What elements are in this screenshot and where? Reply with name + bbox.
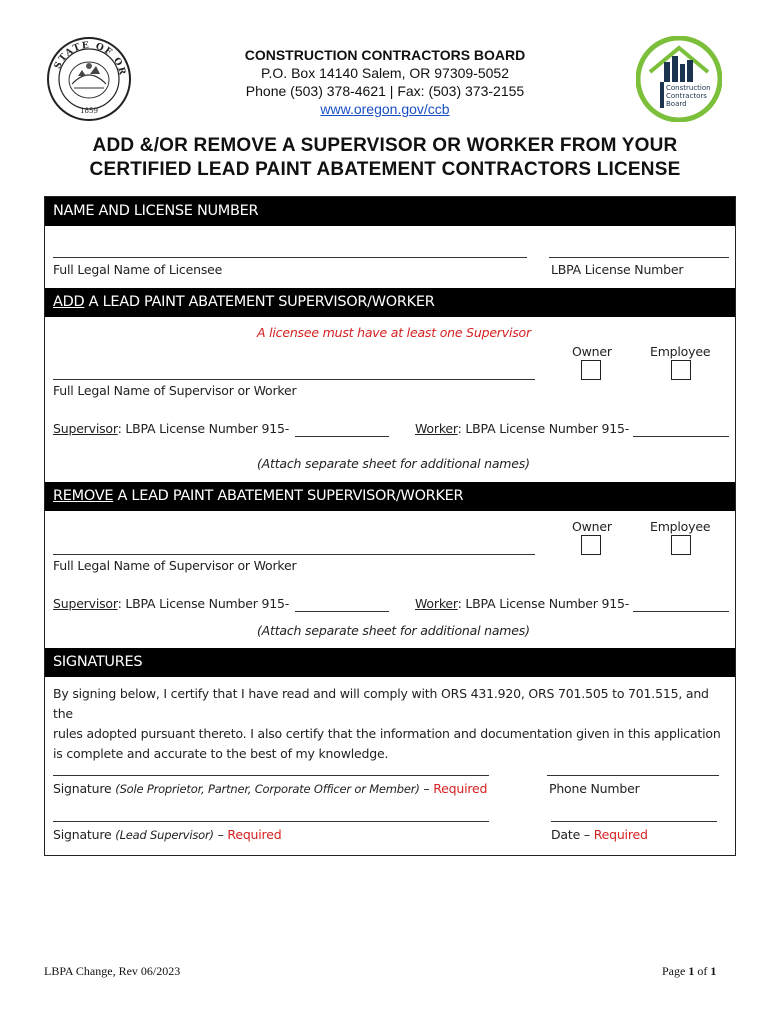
supervisor-signature-required: Required	[227, 827, 282, 842]
remove-supervisor-license-label: Supervisor: LBPA License Number 915-	[53, 596, 290, 611]
form-title	[40, 134, 730, 182]
license-number-field[interactable]	[549, 257, 729, 258]
phone-number-label: Phone Number	[549, 781, 640, 796]
section-heading-add	[45, 288, 735, 317]
form-container	[44, 196, 736, 856]
licensee-name-field[interactable]	[53, 257, 527, 258]
license-number-label: LBPA License Number	[551, 262, 684, 277]
form-title-line1: ADD &/OR REMOVE A SUPERVISOR OR WORKER FROM YOUR	[92, 135, 678, 156]
section-heading-name-license: NAME AND LICENSE NUMBER	[45, 197, 735, 226]
date-required: Required	[593, 827, 648, 842]
add-employee-checkbox[interactable]	[671, 360, 691, 380]
date-label: Date – Required	[551, 827, 648, 842]
svg-text:1859: 1859	[80, 107, 98, 115]
remove-owner-label: Owner	[572, 519, 612, 534]
svg-text:STATE OF OREGON: STATE OF OR	[52, 40, 128, 78]
supervisor-signature-field[interactable]	[53, 821, 489, 822]
add-person-name-field[interactable]	[53, 379, 535, 380]
remove-person-name-field[interactable]	[53, 554, 535, 555]
ccb-logo	[636, 36, 722, 122]
page-indicator: Page 1 of 1	[662, 964, 717, 978]
agency-address: P.O. Box 14140 Salem, OR 97309-5052	[260, 65, 509, 81]
owner-signature-field[interactable]	[53, 775, 489, 776]
add-employee-label: Employee	[650, 344, 711, 359]
phone-number-field[interactable]	[547, 775, 719, 776]
svg-text:Board: Board	[666, 100, 687, 108]
licensee-name-label: Full Legal Name of Licensee	[53, 262, 223, 277]
certification-text: By signing below, I certify that I have read and will comply with ORS 431.920, ORS 701.505 to 701.515, and the rules adopted pursuant thereto. I also certify that the information and documentation given in this application is complete and accurate to the best of my knowledge.	[53, 686, 721, 761]
agency-website-link[interactable]: www.oregon.gov/ccb	[320, 101, 450, 117]
add-keyword: ADD	[53, 294, 85, 310]
remove-employee-label: Employee	[650, 519, 711, 534]
remove-attach-note: (Attach separate sheet for additional names)	[257, 623, 530, 638]
remove-owner-checkbox[interactable]	[581, 535, 601, 555]
owner-signature-label: Signature (Sole Proprietor, Partner, Corporate Officer or Member) – Required	[53, 781, 488, 796]
svg-text:Construction: Construction	[666, 84, 711, 92]
add-attach-note: (Attach separate sheet for additional names)	[257, 456, 530, 471]
form-title-line2: CERTIFIED LEAD PAINT ABATEMENT CONTRACTORS LICENSE	[89, 159, 681, 180]
agency-name: CONSTRUCTION CONTRACTORS BOARD	[244, 47, 526, 63]
add-owner-checkbox[interactable]	[581, 360, 601, 380]
remove-worker-license-label: Worker: LBPA License Number 915-	[415, 596, 630, 611]
remove-person-name-label: Full Legal Name of Supervisor or Worker	[53, 558, 297, 573]
remove-employee-checkbox[interactable]	[671, 535, 691, 555]
supervisor-required-note: A licensee must have at least one Supervisor	[257, 325, 531, 340]
supervisor-signature-label: Signature (Lead Supervisor) – Required	[53, 827, 282, 842]
remove-keyword: REMOVE	[53, 488, 114, 504]
oregon-state-seal	[46, 36, 132, 122]
owner-signature-required: Required	[433, 781, 488, 796]
form-revision: LBPA Change, Rev 06/2023	[44, 964, 181, 978]
add-worker-license-label: Worker: LBPA License Number 915-	[415, 421, 630, 436]
add-supervisor-license-label: Supervisor: LBPA License Number 915-	[53, 421, 290, 436]
remove-supervisor-keyword: Supervisor	[53, 596, 118, 611]
svg-text:Contractors: Contractors	[666, 92, 707, 100]
remove-supervisor-license-field[interactable]	[295, 611, 389, 612]
add-supervisor-license-field[interactable]	[295, 436, 389, 437]
add-worker-keyword: Worker	[415, 421, 458, 436]
add-heading-rest: A LEAD PAINT ABATEMENT SUPERVISOR/WORKER	[84, 294, 435, 310]
remove-worker-license-field[interactable]	[633, 611, 729, 612]
date-field[interactable]	[551, 821, 717, 822]
section-heading-remove	[45, 482, 735, 511]
agency-phone-fax: Phone (503) 378-4621 | Fax: (503) 373-2155	[245, 83, 525, 99]
add-owner-label: Owner	[572, 344, 612, 359]
remove-heading-rest: A LEAD PAINT ABATEMENT SUPERVISOR/WORKER	[113, 488, 464, 504]
section-heading-signatures: SIGNATURES	[45, 648, 735, 677]
add-supervisor-keyword: Supervisor	[53, 421, 118, 436]
add-person-name-label: Full Legal Name of Supervisor or Worker	[53, 383, 297, 398]
remove-worker-keyword: Worker	[415, 596, 458, 611]
agency-header	[180, 46, 590, 118]
add-worker-license-field[interactable]	[633, 436, 729, 437]
